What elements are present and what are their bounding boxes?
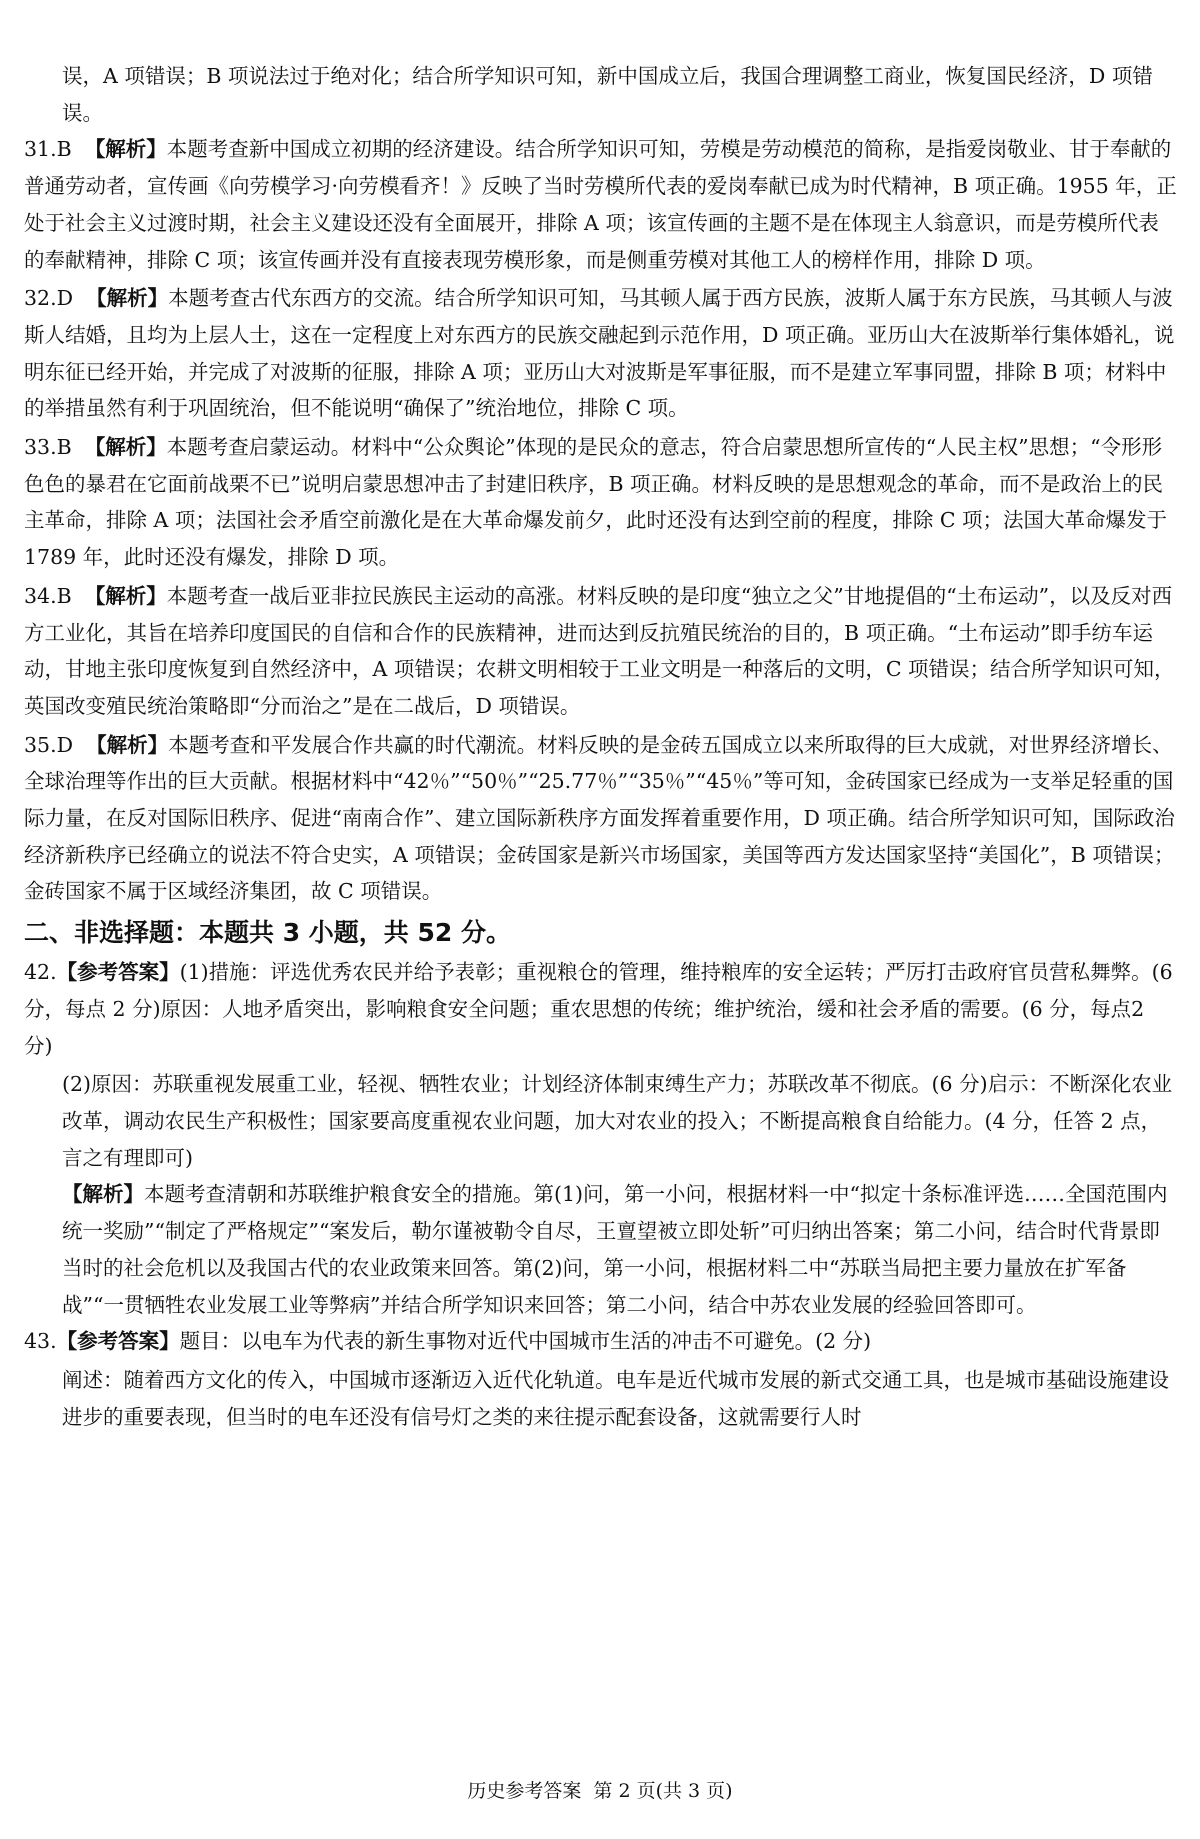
- item-answer: B: [56, 583, 72, 608]
- answer-part-2: (2)原因：苏联重视发展重工业，轻视、牺牲农业；计划经济体制束缚生产力；苏联改革不彻底。(6 分)启示：不断深化农业改革，调动农民生产积极性；国家要高度重视农业问题，加大对农业的投入；不断提高粮食自给能力。(4 分，任答 2 点，言之有理即可): [62, 1072, 1173, 1170]
- footer-page-number: 第 2 页(共 3 页): [593, 1780, 733, 1802]
- item-number: 42.: [24, 960, 57, 985]
- analysis-tag: 【解析】: [62, 1182, 144, 1207]
- answer-item-32: [24, 280, 1178, 427]
- item-text: 本题考查启蒙运动。材料中“公众舆论”体现的是民众的意志，符合启蒙思想所宣传的“人民主权”思想；“令形形色色的暴君在它面前战栗不已”说明启蒙思想冲击了封建旧秩序，B 项正确。材料反映的是思想观念的革命，而不是政治上的民主革命，排除 A 项；法国社会矛盾空前激化是在大革命爆发前夕，此时还没有达到空前的程度，排除 C 项；法国大革命爆发于 1789 年，此时还没有爆发，排除 D 项。: [24, 435, 1168, 570]
- answer-item-34: [24, 578, 1178, 725]
- analysis-tag: 【解析】: [84, 435, 167, 460]
- analysis-paragraph: [24, 1176, 1178, 1323]
- item-text: 本题考查新中国成立初期的经济建设。结合所学知识可知，劳模是劳动模范的简称，是指爱岗敬业、甘于奉献的普通劳动者，宣传画《向劳模学习·向劳模看齐！》反映了当时劳模所代表的爱岗奉献已成为时代精神，B 项正确。1955 年，正处于社会主义过渡时期，社会主义建设还没有全面展开，排除 A 项；该宣传画的主题不是在体现主人翁意识，而是劳模所代表的奉献精神，排除 C 项；该宣传画并没有直接表现劳模形象，而是侧重劳模对其他工人的榜样作用，排除 D 项。: [24, 137, 1177, 272]
- analysis-tag: 【解析】: [84, 583, 167, 608]
- reference-answer-tag: 【参考答案】: [56, 960, 180, 985]
- answer-part-2: 阐述：随着西方文化的传入，中国城市逐渐迈入近代化轨道。电车是近代城市发展的新式交通工具，也是城市基础设施建设进步的重要表现，但当时的电车还没有信号灯之类的来往提示配套设备，这就需要行人时: [62, 1367, 1169, 1429]
- analysis-tag: 【解析】: [84, 137, 167, 162]
- item-answer: D: [56, 732, 74, 757]
- section-title: 二、非选择题：本题共 3 小题，共 52 分。: [24, 918, 512, 948]
- reference-answer-tag: 【参考答案】: [56, 1329, 180, 1354]
- item-number: 33.: [24, 435, 57, 460]
- item-answer: B: [56, 435, 72, 460]
- item-number: 31.: [24, 137, 57, 162]
- answer-item-31: [24, 131, 1178, 278]
- answer-item-35: [24, 727, 1178, 911]
- item-answer: D: [56, 286, 74, 311]
- answer-item-43: [24, 1323, 1178, 1360]
- item-answer: B: [56, 137, 72, 162]
- intro-continuation: 误，A 项错误；B 项说法过于绝对化；结合所学知识可知，新中国成立后，我国合理调整工商业，恢复国民经济，D 项错误。: [62, 64, 1153, 125]
- item-number: 43.: [24, 1329, 57, 1354]
- answer-part-1: (1)措施：评选优秀农民并给予表彰；重视粮仓的管理，维持粮库的安全运转；严厉打击政府官员营私舞弊。(6 分，每点 2 分)原因：人地矛盾突出，影响粮食安全问题；重农思想的传统；维护统治，缓和社会矛盾的需要。(6 分，每点2 分): [24, 960, 1173, 1058]
- answer-item-42: [24, 954, 1178, 1064]
- answer-part-1: 题目：以电车为代表的新生事物对近代中国城市生活的冲击不可避免。(2 分): [179, 1329, 872, 1354]
- footer-subject: 历史参考答案: [467, 1780, 582, 1802]
- item-text: 本题考查和平发展合作共赢的时代潮流。材料反映的是金砖五国成立以来所取得的巨大成就，对世界经济增长、全球治理等作出的巨大贡献。根据材料中“42％”“50％”“25.77％”“35％”“45％”等可知，金砖国家已经成为一支举足轻重的国际力量，在反对国际旧秩序、促进“南南合作”、建立国际新秩序方面发挥着重要作用，D 项正确。结合所学知识可知，国际政治经济新秩序已经确立的说法不符合史实，A 项错误；金砖国家是新兴市场国家，美国等西方发达国家坚持“美国化”，B 项错误；金砖国家不属于区域经济集团，故 C 项错误。: [24, 732, 1175, 904]
- item-number: 34.: [24, 583, 57, 608]
- answer-item-33: [24, 429, 1178, 576]
- item-text: 本题考查一战后亚非拉民族民主运动的高涨。材料反映的是印度“独立之父”甘地提倡的“土布运动”，以及反对西方工业化，其旨在培养印度国民的自信和合作的民族精神，进而达到反抗殖民统治的目的，B 项正确。“土布运动”即手纺车运动，甘地主张印度恢复到自然经济中，A 项错误；农耕文明相较于工业文明是一种落后的文明，C 项错误；结合所学知识可知，英国改变殖民统治策略即“分而治之”是在二战后，D 项错误。: [24, 583, 1175, 718]
- analysis-tag: 【解析】: [86, 732, 169, 757]
- page-footer: [0, 1776, 1200, 1803]
- analysis-tag: 【解析】: [86, 286, 169, 311]
- analysis-text: 本题考查清朝和苏联维护粮食安全的措施。第(1)问，第一小问，根据材料一中“拟定十条标准评选……全国范围内统一奖励”“制定了严格规定”“案发后，勒尔谨被勒令自尽，王亶望被立即处斩”可归纳出答案；第二小问，结合时代背景即当时的社会危机以及我国古代的农业政策来回答。第(2)问，第一小问，根据材料二中“苏联当局把主要力量放在扩军备战”“一贯牺牲农业发展工业等弊病”并结合所学知识来回答；第二小问，结合中苏农业发展的经验回答即可。: [62, 1182, 1168, 1317]
- item-number: 35.: [24, 732, 57, 757]
- item-number: 32.: [24, 286, 57, 311]
- item-text: 本题考查古代东西方的交流。结合所学知识可知，马其顿人属于西方民族，波斯人属于东方民族，马其顿人与波斯人结婚，且均为上层人士，这在一定程度上对东西方的民族交融起到示范作用，D 项正确。亚历山大在波斯举行集体婚礼，说明东征已经开始，并完成了对波斯的征服，排除 A 项；亚历山大对波斯是军事征服，而不是建立军事同盟，排除 B 项；材料中的举措虽然有利于巩固统治，但不能说明“确保了”统治地位，排除 C 项。: [24, 286, 1175, 421]
